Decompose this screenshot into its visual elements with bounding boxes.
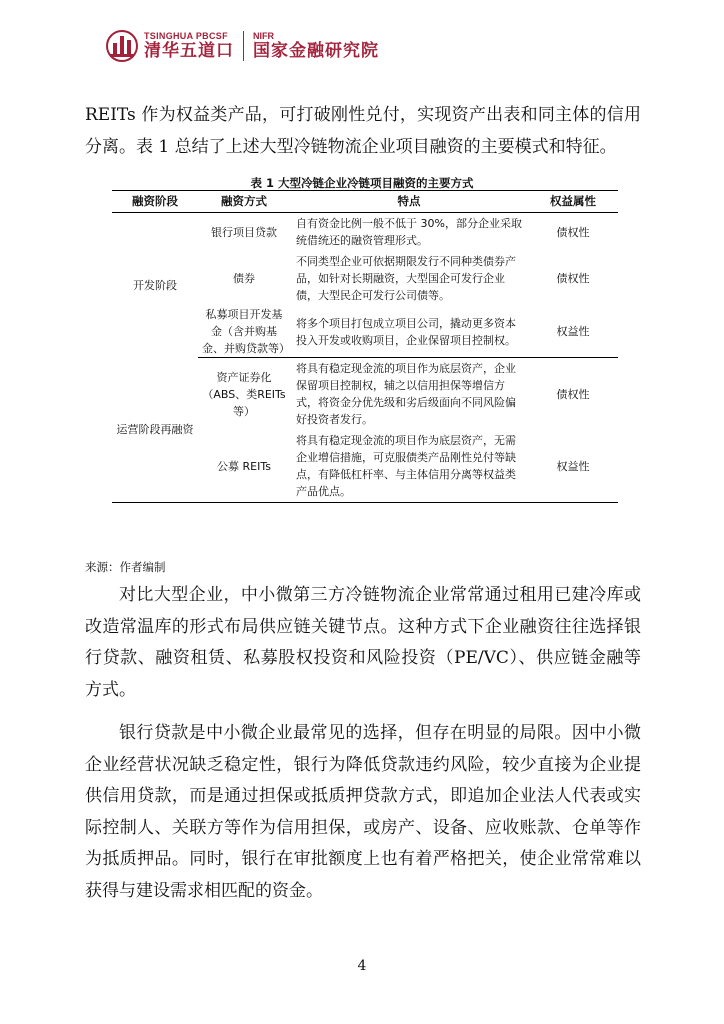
method-cell: 公募 REITs bbox=[198, 430, 290, 503]
equity-cell: 债权性 bbox=[556, 225, 590, 239]
feature-cell: 将多个项目打包成立项目公司，撬动更多资本投入开发或收购项目，企业保留项目控制权。 bbox=[290, 306, 528, 358]
stage-cell: 运营阶段再融资 bbox=[112, 358, 198, 503]
table-row bbox=[112, 213, 618, 252]
method-cell: 资产证券化（ABS、类REITs 等） bbox=[202, 370, 286, 418]
method-cell: 债券 bbox=[233, 272, 255, 285]
paragraph-smes: 对比大型企业，中小微第三方冷链物流企业常常通过租用已建冷库或改造常温库的形式布局供应链关键节点。这种方式下企业融资往往选择银行贷款、融资租赁、私募股权投资和风险投资（PE/VC）、供应链金融等方式。 bbox=[85, 585, 641, 700]
equity-cell: 债权性 bbox=[556, 387, 590, 401]
feature-cell: 自有资金比例一般不低于 30%，部分企业采取统借统还的融资管理形式。 bbox=[296, 217, 522, 247]
page-number: 4 bbox=[357, 958, 367, 974]
equity-cell: 权益性 bbox=[528, 306, 618, 358]
header-feature: 特点 bbox=[290, 191, 528, 213]
table-source: 来源：作者编制 bbox=[85, 560, 166, 574]
header-equity: 权益属性 bbox=[528, 191, 618, 213]
institute-english: NIFR bbox=[253, 31, 274, 41]
tsinghua-logo-icon bbox=[104, 29, 140, 63]
paragraph-bank-loans: 银行贷款是中小微企业最常见的选择，但存在明显的局限。因中小微企业经营状况缺乏稳定性，银行为降低贷款违约风险，较少直接为企业提供信用贷款，而是通过担保或抵质押贷款方式，即追加企业法人代表或实际控制人、关联方等作为信用担保，或房产、设备、应收账款、仓单等作为抵质押品。同时，银行在审批额度上也有着严格把关，使企业常常难以获得与建设需求相匹配的资金。 bbox=[85, 723, 641, 901]
institute-chinese: 国家金融研究院 bbox=[253, 41, 379, 61]
paragraph-intro: REITs 作为权益类产品，可打破刚性兑付，实现资产出表和同主体的信用分离。表 1 总结了上述大型冷链物流企业项目融资的主要模式和特征。 bbox=[85, 105, 641, 157]
stage-cell: 开发阶段 bbox=[133, 278, 177, 292]
feature-cell: 将具有稳定现金流的项目作为底层资产，无需企业增信措施，可克服债类产品刚性兑付等缺点，有降低杠杆率、与主体信用分离等权益类产品优点。 bbox=[290, 430, 528, 503]
equity-cell: 权益性 bbox=[528, 430, 618, 503]
method-cell: 私募项目开发基金（含并购基金、并购贷款等） bbox=[198, 306, 290, 358]
table-title: 表 1 大型冷链企业冷链项目融资的主要方式 bbox=[250, 176, 474, 190]
feature-cell: 将具有稳定现金流的项目作为底层资产，企业保留项目控制权，辅之以信用担保等增信方式，将资金分优先级和劣后级面向不同风险偏好投资者发行。 bbox=[296, 362, 516, 426]
page-header bbox=[104, 28, 379, 64]
feature-cell: 不同类型企业可依据期限发行不同种类债券产品，如针对长期融资，大型国企可发行企业债，大型民企可发行公司债等。 bbox=[296, 255, 516, 302]
brand-english: TSINGHUA PBCSF bbox=[144, 31, 228, 41]
table-header-row bbox=[112, 191, 618, 213]
method-cell: 银行项目贷款 bbox=[211, 225, 277, 239]
brand-chinese: 清华五道口 bbox=[144, 41, 234, 61]
header-method: 融资方式 bbox=[198, 191, 290, 213]
header-divider bbox=[243, 31, 244, 61]
table-row bbox=[112, 358, 618, 431]
header-stage: 融资阶段 bbox=[112, 191, 198, 213]
equity-cell: 债权性 bbox=[556, 272, 590, 285]
financing-table bbox=[112, 190, 618, 503]
